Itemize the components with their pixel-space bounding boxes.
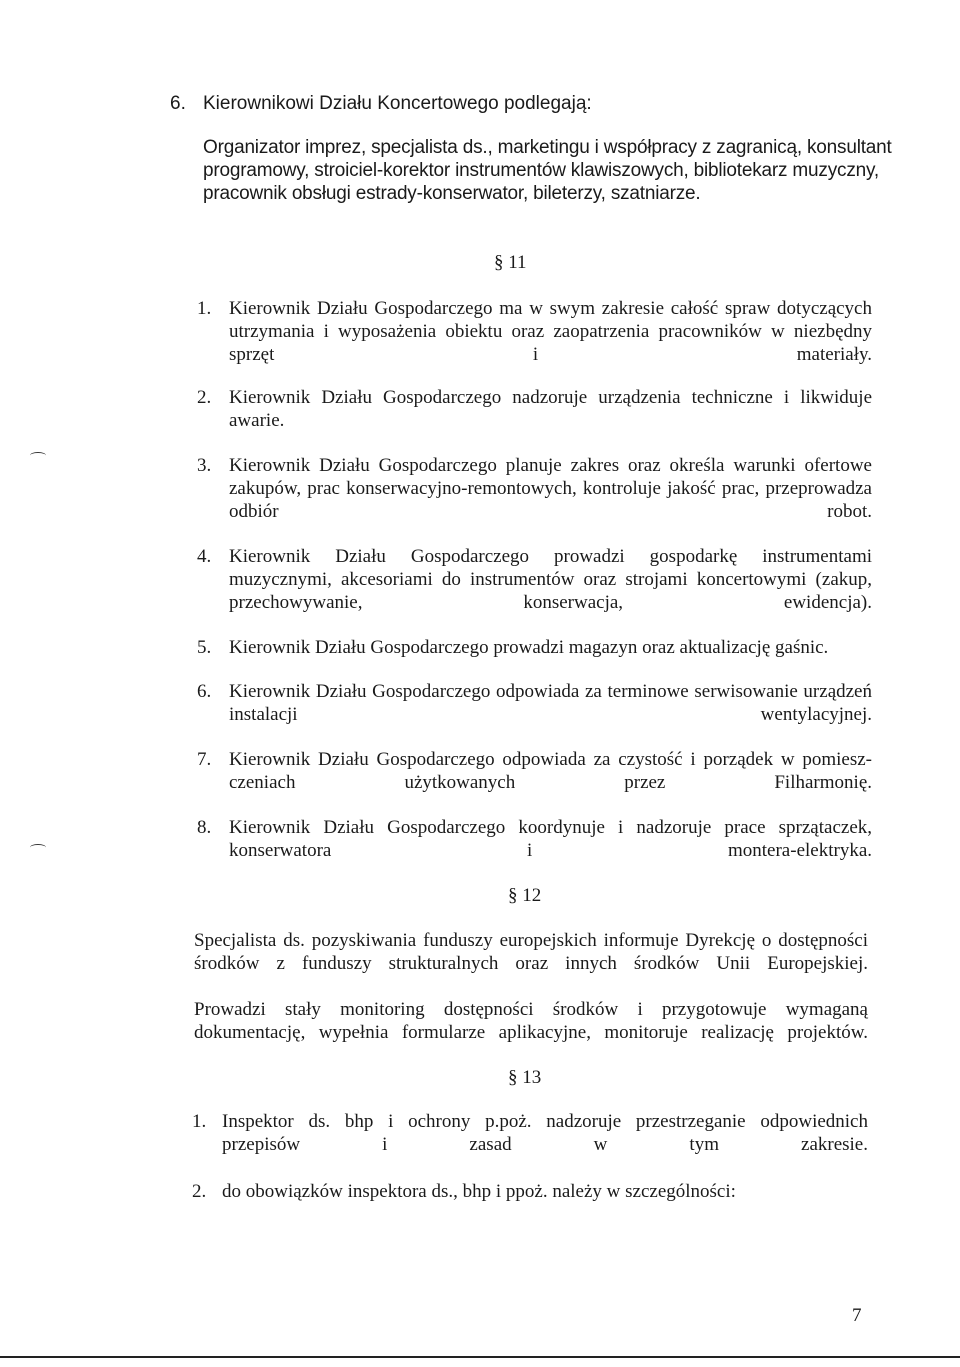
staff-line: pracownik obsługi estrady-konserwator, bileterzy, szatniarze. xyxy=(203,183,701,204)
punch-hole-mark xyxy=(30,452,46,459)
list-item-text: Kierownik Działu Gospodarczego prowadzi gospodarkę instrumentami muzycznymi, akcesoriami do instrumentów oraz strojami koncertowymi (zakup, przechowywanie, konserwacja, ewidencja). xyxy=(229,546,872,613)
paragraph: Prowadzi stały monitoring dostępności środków i przygotowuje wymaganą dokumentację, wypełnia formularze aplikacyjne, monitoruje realizację projektów. xyxy=(194,999,868,1043)
punch-hole-mark xyxy=(30,844,46,851)
list-number: 1. xyxy=(192,1111,207,1132)
section-heading: § 13 xyxy=(508,1067,542,1088)
list-item-text: Kierownik Działu Gospodarczego prowadzi magazyn oraz aktualizację gaśnic. xyxy=(229,637,829,658)
list-item-text: Inspektor ds. bhp i ochrony p.poż. nadzoruje przestrzeganie odpowiednich przepisów i zasad w tym zakresie. xyxy=(222,1111,868,1155)
list-item-text: Kierownik Działu Gospodarczego planuje zakres oraz określa warunki ofertowe zakupów, prac konserwacyjno-remontowych, kontroluje jakość prac, przeprowadza odbiór robot. xyxy=(229,455,872,522)
list-number: 6. xyxy=(197,681,212,702)
list-item-text: do obowiązków inspektora ds., bhp i ppoż. należy w szczególności: xyxy=(222,1181,736,1202)
list-item-text: Kierownik Działu Gospodarczego odpowiada za czystość i porządek w pomiesz-czeniach użytkowanych przez Filharmonię. xyxy=(229,749,872,793)
staff-line: programowy, stroiciel-korektor instrumentów klawiszowych, bibliotekarz muzyczny, xyxy=(203,160,879,181)
list-item-text: Kierownik Działu Gospodarczego nadzoruje urządzenia techniczne i likwiduje awarie. xyxy=(229,387,872,431)
list-item-text: Kierownik Działu Gospodarczego odpowiada za terminowe serwisowanie urządzeń instalacji wentylacyjnej. xyxy=(229,681,872,725)
list-number: 1. xyxy=(197,298,212,319)
section-heading: § 12 xyxy=(508,885,542,906)
list-item-text: Kierownik Działu Gospodarczego koordynuje i nadzoruje prace sprzątaczek, konserwatora i montera-elektryka. xyxy=(229,817,872,861)
list-number: 2. xyxy=(197,387,212,408)
scan-edge-line xyxy=(0,1356,960,1358)
list-number: 4. xyxy=(197,546,212,567)
list-number: 3. xyxy=(197,455,212,476)
staff-line: Organizator imprez, specjalista ds., marketingu i współpracy z zagranicą, konsultant xyxy=(203,137,892,158)
page-number: 7 xyxy=(852,1305,862,1326)
list-number: 7. xyxy=(197,749,212,770)
item-number: 6. xyxy=(170,93,186,114)
section-heading: § 11 xyxy=(494,252,527,273)
paragraph: Specjalista ds. pozyskiwania funduszy europejskich informuje Dyrekcję o dostępności środków z funduszy strukturalnych oraz innych środków Unii Europejskiej. xyxy=(194,930,868,974)
list-item-text: Kierownik Działu Gospodarczego ma w swym zakresie całość spraw dotyczących utrzymania i wyposażenia obiektu oraz zaopatrzenia pracowników w niezbędny sprzęt i materiały. xyxy=(229,298,872,365)
item-heading: Kierownikowi Działu Koncertowego podlegają: xyxy=(203,93,592,114)
list-number: 2. xyxy=(192,1181,207,1202)
list-number: 5. xyxy=(197,637,212,658)
list-number: 8. xyxy=(197,817,212,838)
